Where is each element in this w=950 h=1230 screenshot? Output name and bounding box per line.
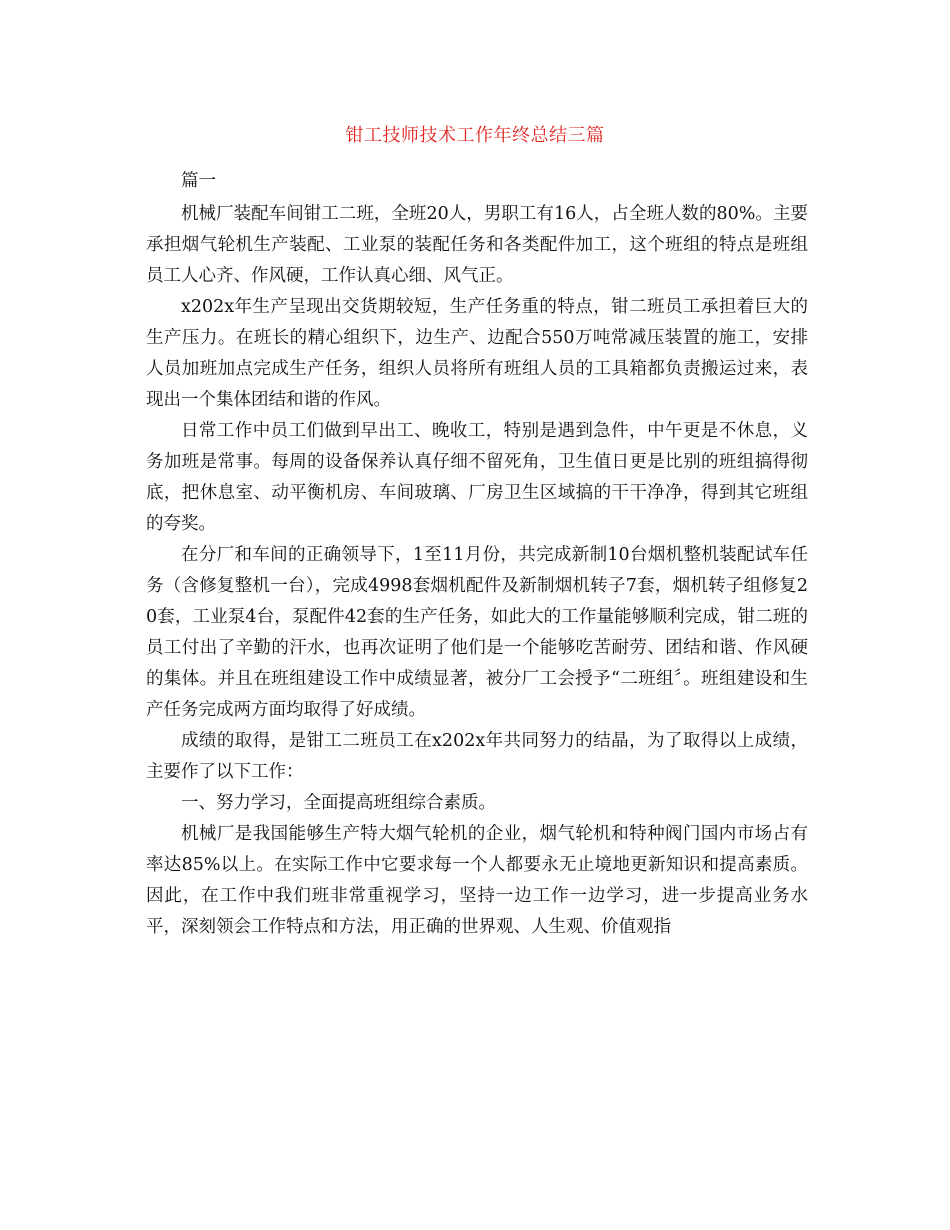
paragraph: 在分厂和车间的正确领导下，1至11月份，共完成新制10台烟机整机装配试车任务（含修复整机一台），完成4998套烟机配件及新制烟机转子7套，烟机转子组修复20套，工业泵4台，泵配件42套的生产任务，如此大的工作量能够顺利完成，钳二班的员工付出了辛勤的汗水，也再次证明了他们是一个能够吃苦耐劳、团结和谐、作风硬的集体。并且在班组建设工作中成绩显著，被分厂工会授予“二班组〞。班组建设和生产任务完成两方面均取得了好成绩。 bbox=[146, 545, 808, 720]
paragraph: 成绩的取得，是钳工二班员工在x202x年共同努力的结晶，为了取得以上成绩，主要作了以下工作： bbox=[146, 731, 808, 782]
document-title: 钳工技师技术工作年终总结三篇 bbox=[345, 125, 605, 146]
paragraph: 机械厂是我国能够生产特大烟气轮机的企业，烟气轮机和特种阀门国内市场占有率达85%以上。在实际工作中它要求每一个人都要永无止境地更新知识和提高素质。因此，在工作中我们班非常重视学习，坚持一边工作一边学习，进一步提高业务水平，深刻领会工作特点和方法，用正确的世界观、人生观、价值观指 bbox=[146, 824, 808, 937]
document-body bbox=[146, 166, 808, 943]
paragraph: 日常工作中员工们做到早出工、晚收工，特别是遇到急件，中午更是不休息，义务加班是常事。每周的设备保养认真仔细不留死角，卫生值日更是比别的班组搞得彻底，把休息室、动平衡机房、车间玻璃、厂房卫生区域搞的干干净净，得到其它班组的夸奖。 bbox=[146, 421, 808, 534]
paragraph: 机械厂装配车间钳工二班，全班20人，男职工有16人，占全班人数的80%。主要承担烟气轮机生产装配、工业泵的装配任务和各类配件加工，这个班组的特点是班组员工人心齐、作风硬，工作认真心细、风气正。 bbox=[146, 204, 808, 286]
section-heading: 一、努力学习，全面提高班组综合素质。 bbox=[181, 793, 496, 813]
section-label: 篇一 bbox=[181, 171, 216, 191]
paragraph: x202x年生产呈现出交货期较短，生产任务重的特点，钳二班员工承担着巨大的生产压力。在班长的精心组织下，边生产、边配合550万吨常减压装置的施工，安排人员加班加点完成生产任务，组织人员将所有班组人员的工具箱都负责搬运过来，表现出一个集体团结和谐的作风。 bbox=[146, 297, 808, 410]
